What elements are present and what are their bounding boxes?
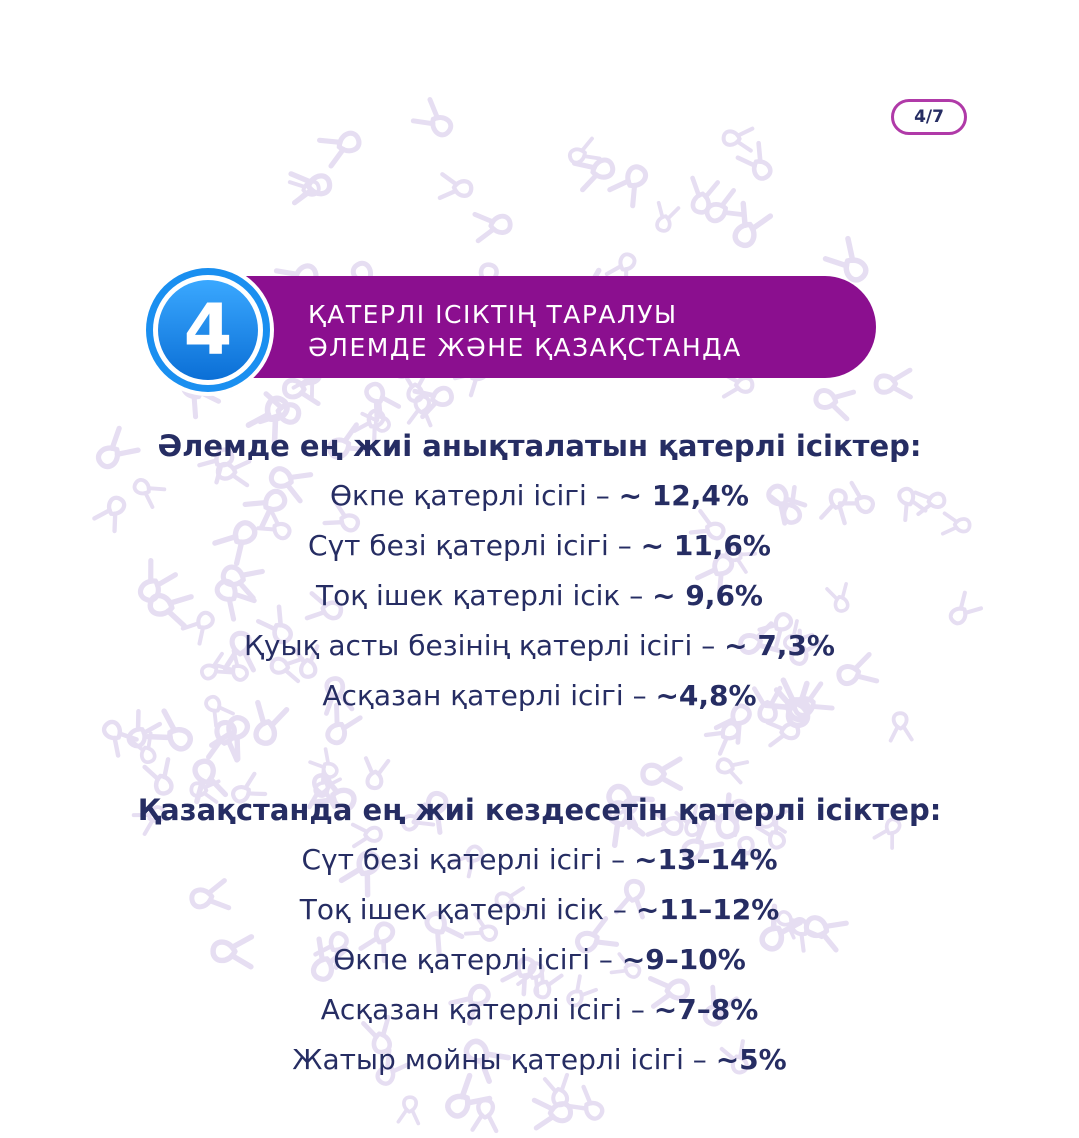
item-value: ~5% <box>715 1043 787 1076</box>
world-item <box>0 471 1079 521</box>
kazakhstan-item <box>0 1035 1079 1085</box>
item-value: ~13–14% <box>634 843 778 876</box>
item-value: ~ 12,4% <box>618 479 749 512</box>
item-value: ~4,8% <box>655 679 757 712</box>
item-value: ~9–10% <box>621 943 746 976</box>
item-value: ~ 11,6% <box>640 529 771 562</box>
ribbon-icon <box>652 203 679 233</box>
ribbon-icon <box>610 161 653 206</box>
step-number: 4 <box>183 289 233 371</box>
item-label: Тоқ ішек қатерлі ісік – <box>299 893 636 926</box>
page-indicator: 4/7 <box>891 99 967 135</box>
kazakhstan-item <box>0 885 1079 935</box>
ribbon-icon <box>413 100 457 143</box>
item-value: ~11–12% <box>635 893 780 926</box>
item-label: Сүт безі қатерлі ісігі – <box>301 843 635 876</box>
item-label: Асқазан қатерлі ісігі – <box>322 679 656 712</box>
world-section <box>0 421 1079 721</box>
ribbon-icon <box>473 1100 498 1131</box>
item-value: ~ 9,6% <box>652 579 763 612</box>
world-item <box>0 621 1079 671</box>
ribbon-icon <box>569 1087 608 1125</box>
item-value: ~7–8% <box>653 993 759 1026</box>
ribbon-icon <box>398 1096 420 1123</box>
ribbon-icon <box>715 754 747 783</box>
step-number-badge <box>140 262 276 398</box>
kazakhstan-section-title: Қазақстанда ең жиі кездесетін қатерлі ісіктер: <box>137 793 942 827</box>
kazakhstan-item <box>0 935 1079 985</box>
world-item <box>0 671 1079 721</box>
header-title-line-2: ӘЛЕМДЕ ЖӘНЕ ҚАЗАҚСТАНДА <box>308 333 742 362</box>
item-label: Сүт безі қатерлі ісігі – <box>308 529 641 562</box>
header-title <box>308 298 868 364</box>
item-label: Тоқ ішек қатерлі ісік – <box>316 579 653 612</box>
item-value: ~ 7,3% <box>724 629 835 662</box>
header-title-line-1: ҚАТЕРЛІ ІСІКТІҢ ТАРАЛУЫ <box>308 300 678 329</box>
item-label: Жатыр мойны қатерлі ісігі – <box>292 1043 716 1076</box>
world-section-title: Әлемде ең жиі анықталатын қатерлі ісіктер: <box>157 429 922 463</box>
world-item <box>0 521 1079 571</box>
kazakhstan-item <box>0 985 1079 1035</box>
ribbon-icon <box>440 174 473 201</box>
item-label: Қуық асты безінің қатерлі ісігі – <box>244 629 725 662</box>
ribbon-icon <box>813 384 854 419</box>
ribbon-icon <box>98 716 137 755</box>
item-label: Өкпе қатерлі ісігі – <box>330 479 619 512</box>
ribbon-icon <box>723 127 752 151</box>
ribbon-icon <box>320 126 364 166</box>
kazakhstan-item <box>0 835 1079 885</box>
ribbon-icon <box>876 370 911 397</box>
world-item <box>0 571 1079 621</box>
ribbon-icon <box>727 203 770 250</box>
ribbon-icon <box>738 143 777 184</box>
item-label: Өкпе қатерлі ісігі – <box>333 943 622 976</box>
kazakhstan-section <box>0 785 1079 1085</box>
ribbon-icon <box>687 178 718 214</box>
ribbon-icon <box>475 210 512 241</box>
item-label: Асқазан қатерлі ісігі – <box>320 993 654 1026</box>
